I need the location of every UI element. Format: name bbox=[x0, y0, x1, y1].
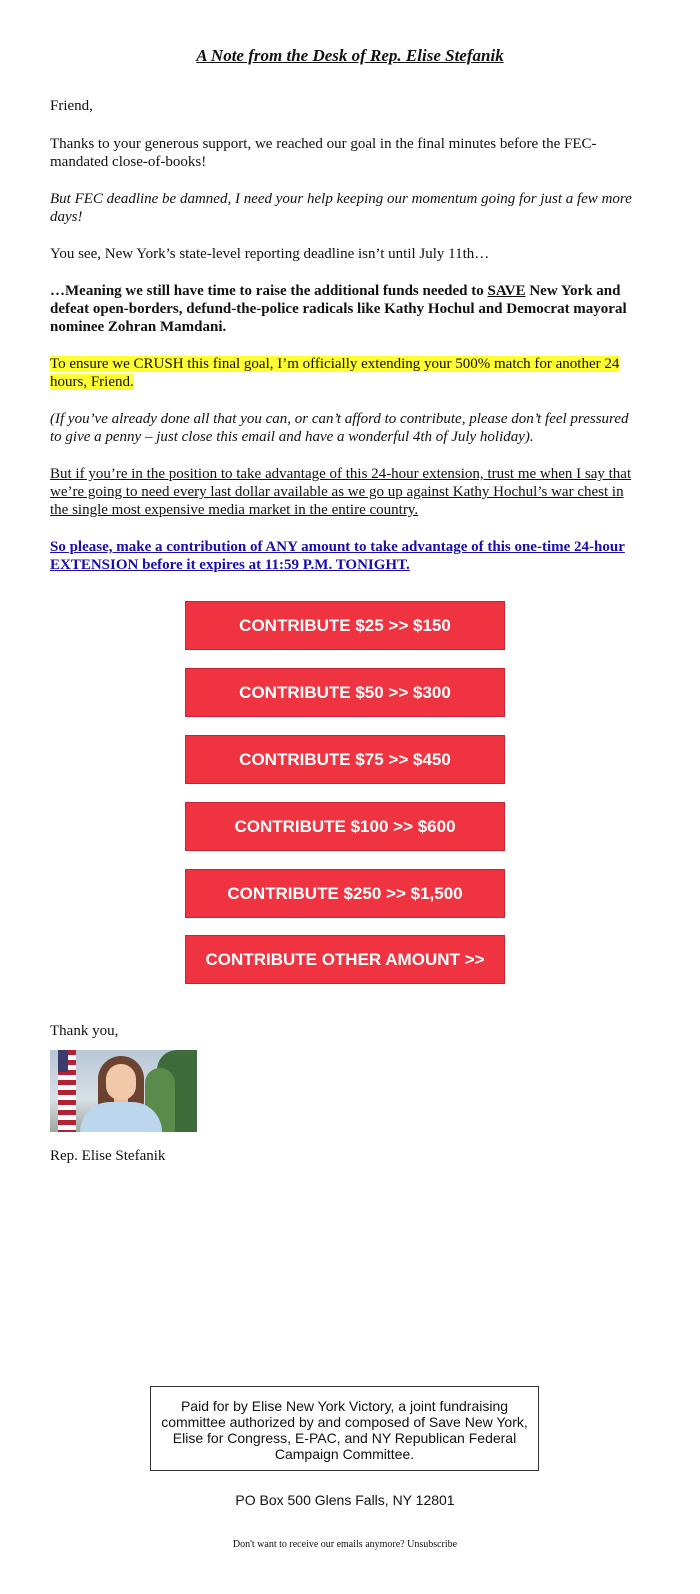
paragraph-deadline: But FEC deadline be damned, I need your help keeping our momentum going for just a few more days! bbox=[50, 191, 632, 225]
contribute-250-button[interactable]: CONTRIBUTE $250 >> $1,500 bbox=[185, 869, 505, 918]
save-word: SAVE bbox=[487, 283, 526, 299]
sign-off: Thank you, bbox=[50, 1023, 119, 1039]
email-title: A Note from the Desk of Rep. Elise Stefanik bbox=[196, 46, 504, 65]
paragraph-match-extension bbox=[50, 355, 640, 391]
highlighted-match-text: To ensure we CRUSH this final goal, I’m officially extending your 500% match for another 24 hours, Friend. bbox=[50, 356, 620, 390]
contribute-other-amount-button[interactable]: CONTRIBUTE OTHER AMOUNT >> bbox=[185, 935, 505, 984]
mailing-address: PO Box 500 Glens Falls, NY 12801 bbox=[235, 1492, 455, 1508]
paragraph-thanks: Thanks to your generous support, we reached our goal in the final minutes before the FEC-mandated close-of-books! bbox=[50, 136, 597, 170]
contribution-link[interactable]: So please, make a contribution of ANY amount to take advantage of this one-time 24-hour EXTENSION before it expires at 11:59 P.M. TONIGHT. bbox=[50, 539, 625, 573]
contribute-75-button[interactable]: CONTRIBUTE $75 >> $450 bbox=[185, 735, 505, 784]
contribute-50-button[interactable]: CONTRIBUTE $50 >> $300 bbox=[185, 668, 505, 717]
contribute-100-button[interactable]: CONTRIBUTE $100 >> $600 bbox=[185, 802, 505, 851]
flag-canton bbox=[58, 1050, 68, 1072]
signature-name: Rep. Elise Stefanik bbox=[50, 1148, 166, 1164]
paragraph-war-chest: But if you’re in the position to take advantage of this 24-hour extension, trust me when I say that we’re going to need every last dollar available as we go up against Kathy Hochul’s war chest in the single most expensive media market in the entire country. bbox=[50, 466, 632, 518]
portrait-face bbox=[106, 1064, 136, 1100]
contribute-25-button[interactable]: CONTRIBUTE $25 >> $150 bbox=[185, 601, 505, 650]
unsubscribe-line[interactable]: Don't want to receive our emails anymore? Unsubscribe bbox=[232, 1539, 458, 1550]
signature-photo bbox=[50, 1050, 197, 1132]
paragraph-no-pressure: (If you’ve already done all that you can, or can’t afford to contribute, please don’t feel pressured to give a penny – just close this email and have a wonderful 4th of July holiday). bbox=[50, 411, 629, 445]
paragraph-contribution-link bbox=[50, 538, 640, 574]
paragraph-state-deadline: You see, New York’s state-level reporting deadline isn’t until July 11th… bbox=[50, 246, 490, 262]
paid-for-disclaimer: Paid for by Elise New York Victory, a joint fundraising committee authorized by and composed of Save New York, Elise for Congress, E-PAC, and NY Republican Federal Campaign Committee. bbox=[150, 1386, 539, 1471]
save-text-after: New York and defeat open-borders, defund-the-police radicals like Kathy Hochul and Democrat mayoral nominee Zohran Mamdani. bbox=[50, 283, 627, 335]
greeting: Friend, bbox=[50, 98, 93, 114]
save-text-before: …Meaning we still have time to raise the additional funds needed to bbox=[50, 283, 488, 299]
paragraph-save-new-york bbox=[50, 282, 640, 336]
